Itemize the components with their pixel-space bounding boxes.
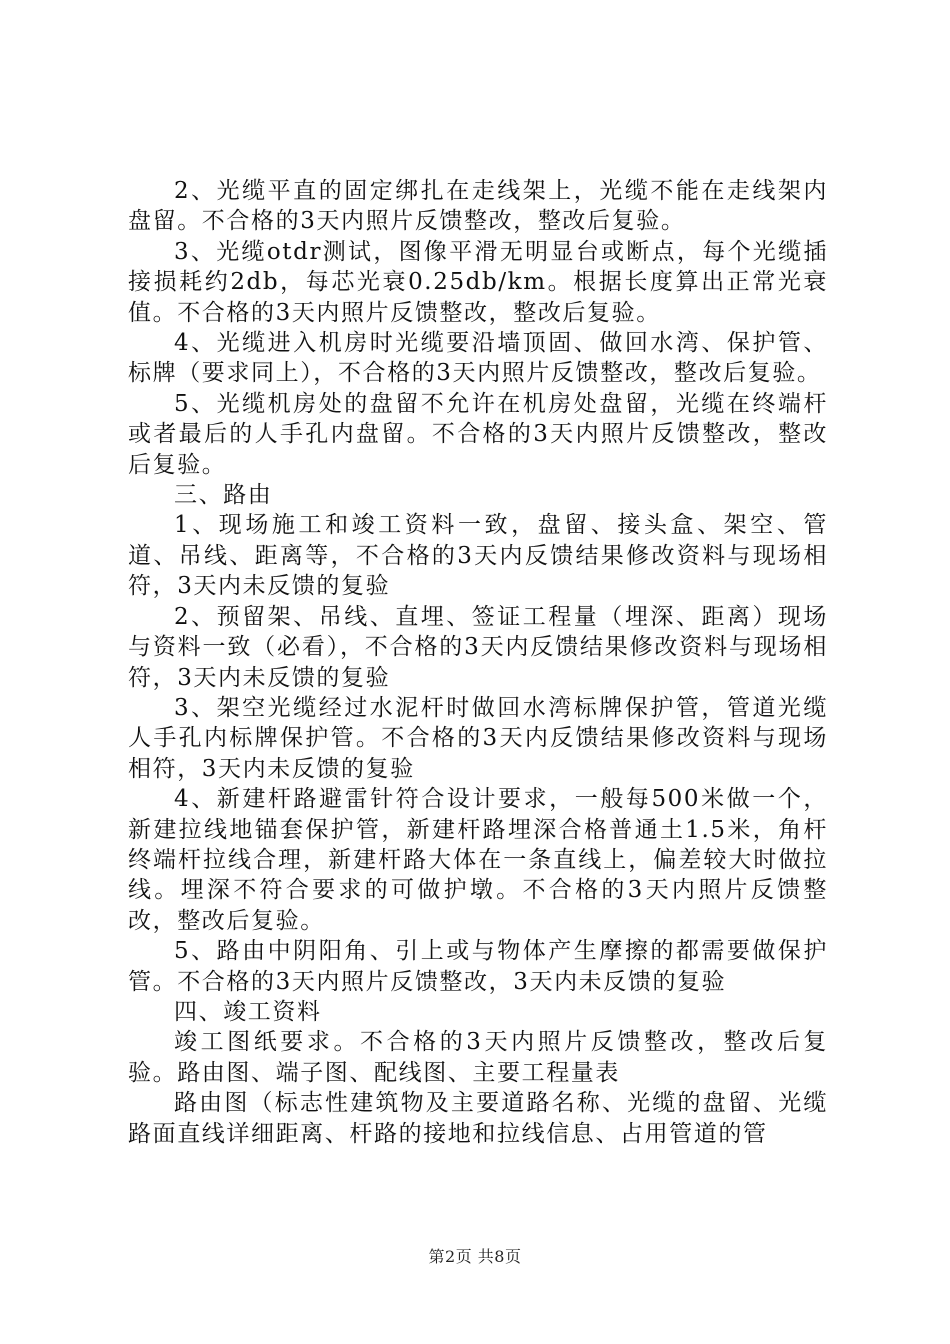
- paragraph-item-5: 5、光缆机房处的盘留不允许在机房处盘留，光缆在终端杆或者最后的人手孔内盘留。不合格的3天内照片反馈整改，整改后复验。: [128, 390, 828, 478]
- paragraph-item-4: 4、光缆进入机房时光缆要沿墙顶固、做回水湾、保护管、标牌（要求同上），不合格的3天内照片反馈整改，整改后复验。: [128, 330, 828, 387]
- paragraph-route-1: 1、现场施工和竣工资料一致，盘留、接头盒、架空、管道、吊线、距离等，不合格的3天内反馈结果修改资料与现场相符，3天内未反馈的复验: [128, 512, 828, 600]
- paragraph-route-4: 4、新建杆路避雷针符合设计要求，一般每500米做一个，新建拉线地锚套保护管，新建杆路埋深合格普通土1.5米，角杆终端杆拉线合理，新建杆路大体在一条直线上，偏差较大时做拉线。埋深不符合要求的可做护墩。不合格的3天内照片反馈整改，整改后复验。: [128, 786, 828, 934]
- page-footer: 第2页 共8页: [428, 1247, 522, 1266]
- paragraph-route-5: 5、路由中阴阳角、引上或与物体产生摩擦的都需要做保护管。不合格的3天内照片反馈整改，3天内未反馈的复验: [128, 938, 828, 995]
- paragraph-item-2: 2、光缆平直的固定绑扎在走线架上，光缆不能在走线架内盘留。不合格的3天内照片反馈整改，整改后复验。: [128, 178, 828, 235]
- paragraph-route-map: 路由图（标志性建筑物及主要道路名称、光缆的盘留、光缆路面直线详细距离、杆路的接地和拉线信息、占用管道的管: [128, 1090, 828, 1147]
- document-body: [128, 176, 828, 1149]
- paragraph-route-3: 3、架空光缆经过水泥杆时做回水湾标牌保护管，管道光缆人手孔内标牌保护管。不合格的3天内反馈结果修改资料与现场相符，3天内未反馈的复验: [128, 694, 828, 782]
- section-heading-route: 三、路由: [174, 482, 273, 509]
- paragraph-drawing-requirements: 竣工图纸要求。不合格的3天内照片反馈整改，整改后复验。路由图、端子图、配线图、主要工程量表: [128, 1029, 828, 1086]
- section-heading-completion-docs: 四、竣工资料: [174, 998, 322, 1025]
- paragraph-item-3: 3、光缆otdr测试，图像平滑无明显台或断点，每个光缆插接损耗约2db，每芯光衰0.25db/km。根据长度算出正常光衰值。不合格的3天内照片反馈整改，整改后复验。: [128, 238, 828, 326]
- paragraph-route-2: 2、预留架、吊线、直埋、签证工程量（埋深、距离）现场与资料一致（必看），不合格的3天内反馈结果修改资料与现场相符，3天内未反馈的复验: [128, 603, 828, 691]
